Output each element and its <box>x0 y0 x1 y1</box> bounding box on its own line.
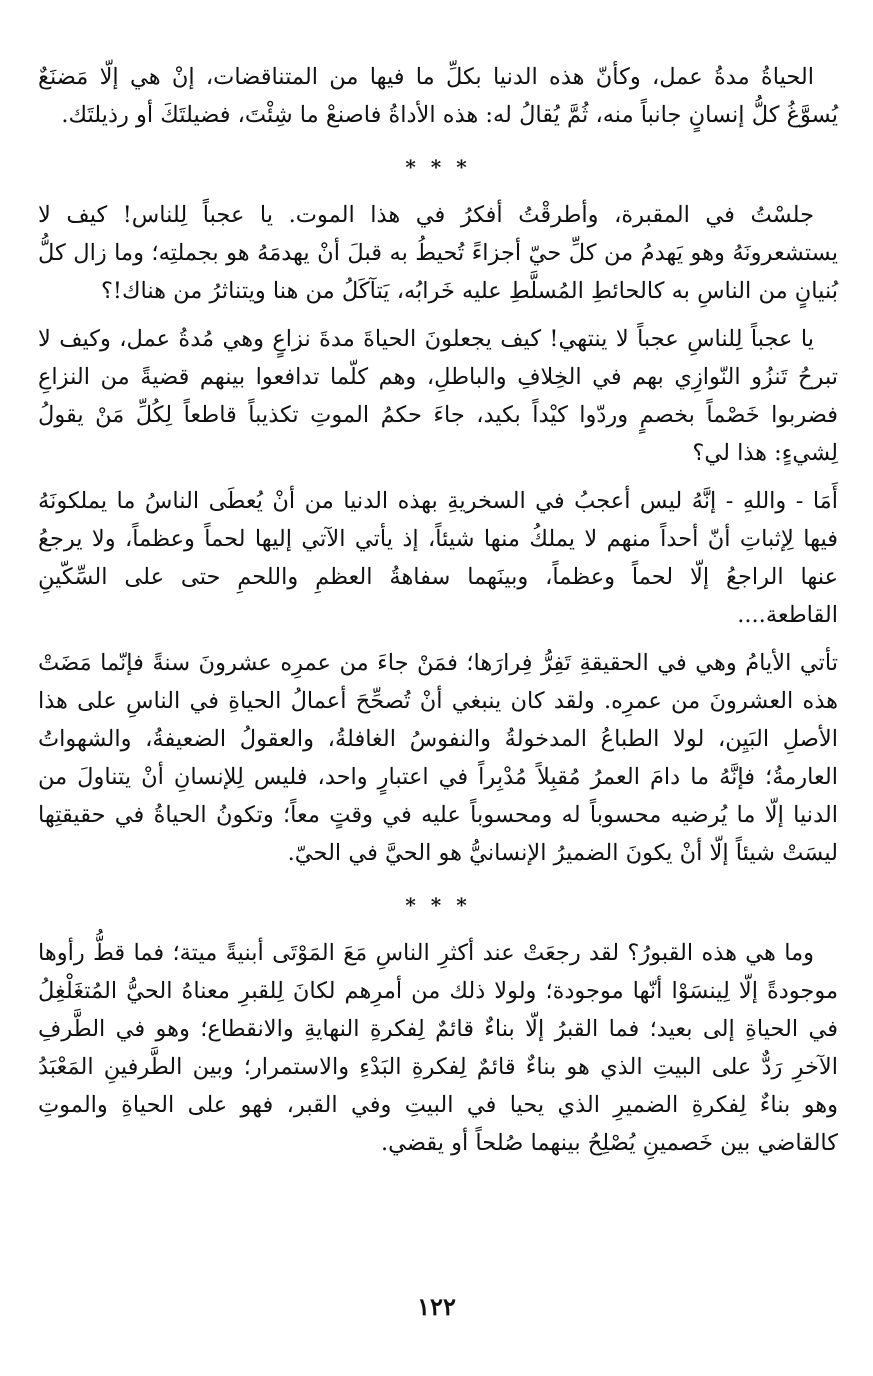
paragraph-cemetery: جلسْتُ في المقبرة، وأطرقْتُ أفكرُ في هذا الموت. يا عجباً لِلناس! كيف لا يستشعرونَهُ وهو يَهدمُ من كلِّ حيّ أجزاءً تُحيطُ به قبلَ أنْ يهدمَهُ هو بجملتِه؛ وما زال كلُّ بُنيانٍ من الناسِ به كالحائطِ المُسلَّطِ عليه خَرابُه، يَتآكَلُ من هنا ويتناثرُ من هناك!؟ <box>38 202 838 304</box>
paragraph-irony: أَمَا - واللهِ - إنَّهُ ليس أعجبُ في السخريةِ بهذه الدنيا من أنْ يُعطَى الناسُ ما يملكونَهُ فيها لِإثباتِ أنّ أحداً منهم لا يملكُ منها شيئاً، إذ يأتي الآتي إليها لحماً وعظماً، ولا يرجعُ عنها الراجعُ إلّا لحماً وعظماً، وبينَهما سفاهةُ العظمِ واللحمِ حتى على السِّكّينِ القاطعة.... <box>38 488 838 628</box>
paragraph-graves: وما هي هذه القبورُ؟ لقد رجعَتْ عند أكثرِ الناسِ مَعَ المَوْتَى أبنيةً ميتة؛ فما قطُّ رأوها موجودةً إلّا لِينسَوْا أنّها موجودة؛ ولولا ذلك من أمرِهم لكانَ لِلقبرِ معناهُ الحيُّ المُتغَلْغِلُ في الحياةِ إلى بعيد؛ فما القبرُ إلّا بناءٌ قائمٌ لِفكرةِ النهايةِ والانقطاع؛ وهو في الطَّرفِ الآخرِ رَدٌّ على البيتِ الذي هو بناءٌ قائمٌ لِفكرةِ البَدْءِ والاستمرار؛ وبين الطَّرفينِ المَعْبَدُ وهو بناءٌ لِفكرةِ الضميرِ الذي يحيا في البيتِ وفي القبر، فهو على الحياةِ والموتِ كالقاضي بين خَصمينِ يُصْلِحُ بينهما صُلحاً أو يقضي. <box>38 940 838 1156</box>
paragraph-opening: الحياةُ مدةُ عمل، وكأنّ هذه الدنيا بكلِّ ما فيها من المتناقضات، إنْ هي إلّا مَضنَعٌ يُسوَّغُ كلُّ إنسانٍ جانباً منه، ثُمَّ يُقالُ له: هذه الأداةُ فاصنعْ ما شِئْتَ، فضيلتَكَ أو رذيلتَك. <box>38 64 838 128</box>
paragraph-days: تأتي الأيامُ وهي في الحقيقةِ تَفِرُّ فِرارَها؛ فمَنْ جاءَ من عمرِه عشرونَ سنةً فإنّما مَضَتْ هذه العشرونَ من عمرِه. ولقد كان ينبغي أنْ تُصحِّحَ أعمالُ الحياةِ في الناسِ على هذا الأصلِ البَيِن، لولا الطباعُ المدخولةُ والنفوسُ الغافلةُ، والعقولُ الضعيفةُ، والشهواتُ العارمةُ؛ فإنَّهُ ما دامَ العمرُ مُقبِلاً مُدْبِراً في اعتبارٍ واحد، فليس لِلإنسانِ أنْ يتناولَ من الدنيا إلّا ما يُرضيه محسوباً له ومحسوباً عليه في وقتٍ معاً؛ وتكونُ الحياةُ في حقيقتِها ليسَتْ شيئاً إلّا أنْ يكونَ الضميرُ الإنسانيُّ هو الحيَّ في الحيّ. <box>38 650 838 866</box>
section-separator-2: * * * <box>405 893 471 917</box>
page-text <box>38 58 838 1318</box>
page-number: ١٢٢ <box>417 1292 456 1321</box>
paragraph-wonder: يا عجباً لِلناسِ عجباً لا ينتهي! كيف يجعلونَ الحياةَ مدةَ نزاعٍ وهي مُدةُ عمل، وكيف لا تبرحُ تَنزُو النّوازِي بهم في الخِلافِ والباطلِ، وهم كلّما تدافعوا بينهم قضيةً من النزاعِ فضربوا خَصْماً بخصمٍ وردّوا كيْداً بكيد، جاءَ حكمُ الموتِ تكذيباً قاطعاً لِكُلِّ مَنْ يقولُ لِشيءٍ: هذا لي؟ <box>38 326 838 466</box>
section-separator-1: * * * <box>405 155 471 179</box>
